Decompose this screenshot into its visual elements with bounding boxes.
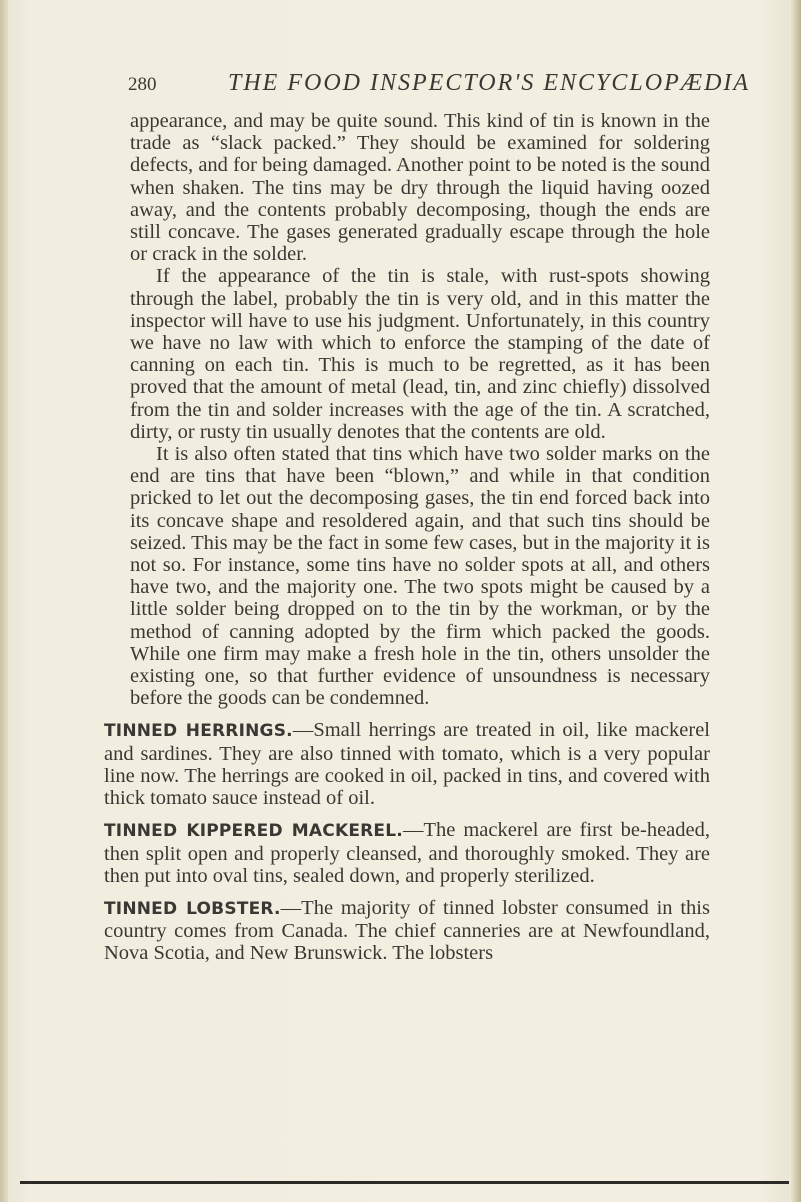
page-header: [128, 70, 751, 110]
body-text: [104, 110, 711, 965]
entry-heading: TINNED LOBSTER.: [104, 898, 281, 919]
entry-heading: TINNED KIPPERED MACKEREL.: [104, 821, 403, 842]
paragraph: appearance, and may be quite sound. This kind of tin is known in the trade as “slack packed.” They should be examined for soldering defects, and for being damaged. Another point to be noted is the sound when shaken. The tins may be dry through the liquid having oozed away, and the contents probably decomposing, though the ends are still concave. The gases generated gradually escape through the hole or crack in the solder.: [130, 110, 710, 266]
page-gutter: [0, 0, 8, 1202]
running-head: THE FOOD INSPECTOR'S ENCYCLOPÆDIA: [228, 70, 751, 96]
entry-tinned-herrings: [104, 719, 710, 809]
page-edge: [789, 0, 801, 1202]
paragraph: It is also often stated that tins which have two solder marks on the end are tins that have been “blown,” and while in that condition pricked to let out the decomposing gases, the tin end forced back into its concave shape and resoldered again, and that such tins should be seized. This may be the fact in some few cases, but in the majority it is not so. For instance, some tins have no solder spots at all, and others have two, and the majority one. The two spots might be caused by a little solder being dropped on to the tin by the workman, or by the method of canning adopted by the firm which packed the goods. While one firm may make a fresh hole in the tin, others unsolder the existing one, so that further evidence of unsoundness is necessary before the goods can be condemned.: [130, 443, 710, 710]
paragraph: If the appearance of the tin is stale, with rust-spots showing through the label, probably the tin is very old, and in this matter the inspector will have to use his judgment. Unfortunately, in this country we have no law with which to enforce the stamping of the date of canning on each tin. This is much to be regretted, as it has been proved that the amount of metal (lead, tin, and zinc chiefly) dissolved from the tin and solder increases with the age of the tin. A scratched, dirty, or rusty tin usually denotes that the contents are old.: [130, 265, 710, 443]
entry-heading: TINNED HERRINGS.: [104, 721, 293, 742]
entry-text: —Small herrings are treated in oil, like mackerel and sardines. They are also tinned with tomato, which is a very popular line now. The herrings are cooked in oil, packed in tins, and covered with thick tomato sauce instead of oil.: [104, 719, 711, 810]
entry-tinned-lobster: [104, 897, 710, 965]
entry-text: —The majority of tinned lobster consumed in this country comes from Canada. The chief canneries are at Newfoundland, Nova Scotia, and New Brunswick. The lobsters: [104, 896, 710, 965]
bottom-rule: [20, 1181, 789, 1184]
entry-text: —The mackerel are first be-headed, then split open and properly cleansed, and thoroughly smoked. They are then put into oval tins, sealed down, and properly sterilized.: [104, 819, 710, 887]
page-number: 280: [128, 74, 157, 95]
entry-tinned-kippered-mackerel: [104, 819, 710, 887]
